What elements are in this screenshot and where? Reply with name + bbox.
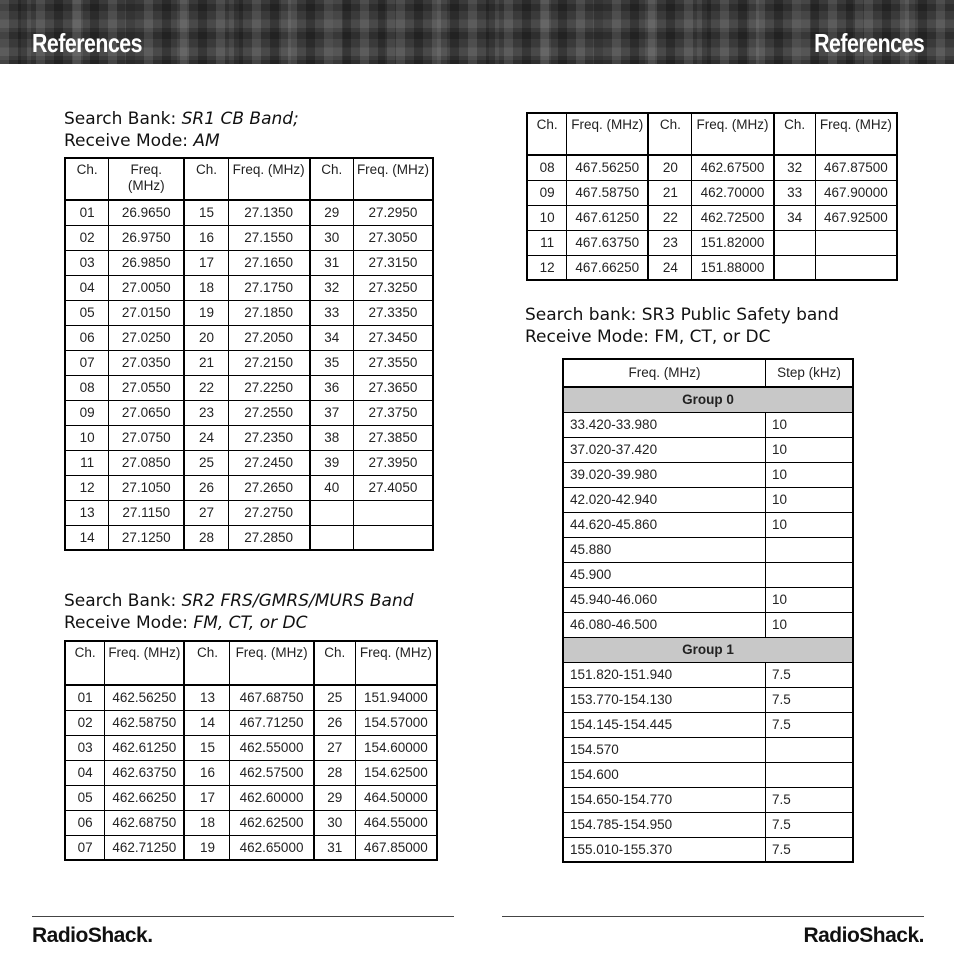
table-cell: 27.0250 (109, 325, 185, 350)
table-cell: 27.0150 (109, 300, 185, 325)
column-header: Ch. (184, 641, 230, 685)
table-cell (765, 562, 853, 587)
sr1-heading (64, 108, 299, 152)
table-cell: 27.1250 (109, 525, 185, 550)
table-cell: 27.0850 (109, 450, 185, 475)
table-cell: 32 (310, 275, 354, 300)
table-cell: 26.9650 (109, 200, 185, 225)
table-row (563, 812, 853, 837)
table-cell: 462.57500 (230, 760, 314, 785)
table-cell: 36 (310, 375, 354, 400)
table-row (65, 250, 433, 275)
table-cell: 27.0750 (109, 425, 185, 450)
radioshack-logo-left: RadioShack. (32, 924, 153, 947)
table-row (65, 325, 433, 350)
table-cell: 02 (65, 225, 109, 250)
table-cell: 08 (65, 375, 109, 400)
column-header: Freq. (MHz) (563, 359, 765, 387)
table-cell: 27.3250 (353, 275, 433, 300)
table-cell: 27.3450 (353, 325, 433, 350)
table-row (563, 587, 853, 612)
table-cell: 27.3350 (353, 300, 433, 325)
table-cell: 467.61250 (567, 205, 649, 230)
table-cell: 27.3050 (353, 225, 433, 250)
table-cell (310, 525, 354, 550)
table-cell: 05 (65, 300, 109, 325)
table-cell: 45.900 (563, 562, 765, 587)
table-row (65, 525, 433, 550)
table-row (563, 762, 853, 787)
table-cell (353, 500, 433, 525)
table-row (65, 225, 433, 250)
table-row (563, 487, 853, 512)
table-cell: 462.55000 (230, 735, 314, 760)
table-cell: 37 (310, 400, 354, 425)
table-cell: 26.9850 (109, 250, 185, 275)
sr2-mode-name: FM, CT, or DC (193, 613, 308, 633)
table-cell: 20 (648, 155, 692, 180)
table-cell: 462.72500 (692, 205, 774, 230)
footer-rule-right (502, 916, 924, 917)
column-header: Ch. (648, 113, 692, 155)
table-cell: 18 (184, 275, 228, 300)
table-cell: 467.66250 (567, 255, 649, 280)
table-cell: 27.2350 (228, 425, 310, 450)
table-cell: 24 (648, 255, 692, 280)
table-row (65, 685, 437, 710)
table-cell: 464.55000 (355, 810, 437, 835)
table-cell: 10 (765, 587, 853, 612)
table-row (65, 200, 433, 225)
table-cell: 10 (65, 425, 109, 450)
table-cell: 07 (65, 350, 109, 375)
table-cell (765, 537, 853, 562)
table-cell: 27.2550 (228, 400, 310, 425)
column-header: Freq. (MHz) (355, 641, 437, 685)
table-cell: 467.68750 (230, 685, 314, 710)
table-cell: 462.67500 (692, 155, 774, 180)
column-header: Freq. (MHz) (105, 641, 185, 685)
table-cell: 27.2450 (228, 450, 310, 475)
table-cell: 10 (765, 412, 853, 437)
footer-rule-left (32, 916, 454, 917)
table-row (65, 275, 433, 300)
table-cell: 07 (65, 835, 105, 860)
table-cell: 12 (65, 475, 109, 500)
sr1-bank-label: Search Bank: (64, 109, 182, 129)
table-cell: 467.87500 (815, 155, 897, 180)
table-cell: 31 (314, 835, 356, 860)
table-cell (774, 230, 816, 255)
table-cell: 02 (65, 710, 105, 735)
table-row (65, 300, 433, 325)
table-cell: 27.3850 (353, 425, 433, 450)
sr2-bank-label: Search Bank: (64, 591, 182, 611)
column-header: Ch. (65, 158, 109, 200)
table-cell: 27.1050 (109, 475, 185, 500)
column-header: Ch. (527, 113, 567, 155)
table-cell: 15 (184, 200, 228, 225)
table-row (563, 837, 853, 862)
table-row (65, 735, 437, 760)
table-cell: 31 (310, 250, 354, 275)
table-cell: 17 (184, 250, 228, 275)
table-cell: 154.60000 (355, 735, 437, 760)
table-row (563, 412, 853, 437)
table-row (65, 760, 437, 785)
table-cell: 154.145-154.445 (563, 712, 765, 737)
group-header-0: Group 0 (563, 387, 853, 412)
table-cell: 462.60000 (230, 785, 314, 810)
table-cell: 39.020-39.980 (563, 462, 765, 487)
table-cell: 151.94000 (355, 685, 437, 710)
table-cell: 467.90000 (815, 180, 897, 205)
sr2-table-continued (526, 112, 898, 281)
table-cell: 27.3950 (353, 450, 433, 475)
table-cell: 151.820-151.940 (563, 662, 765, 687)
table-cell: 467.85000 (355, 835, 437, 860)
column-header: Freq. (MHz) (353, 158, 433, 200)
table-cell: 27.0050 (109, 275, 185, 300)
sr3-heading (525, 304, 839, 348)
table-cell: 467.92500 (815, 205, 897, 230)
table-cell: 154.62500 (355, 760, 437, 785)
table-cell: 19 (184, 300, 228, 325)
table-cell: 23 (184, 400, 228, 425)
table-cell: 33.420-33.980 (563, 412, 765, 437)
table-cell: 462.62500 (230, 810, 314, 835)
table-cell: 35 (310, 350, 354, 375)
table-cell: 33 (310, 300, 354, 325)
table-cell: 16 (184, 760, 230, 785)
table-cell: 27.2150 (228, 350, 310, 375)
table-cell: 25 (314, 685, 356, 710)
table-cell: 23 (648, 230, 692, 255)
table-cell: 27.2950 (353, 200, 433, 225)
table-cell: 03 (65, 735, 105, 760)
table-cell: 462.56250 (105, 685, 185, 710)
table-cell: 27.1650 (228, 250, 310, 275)
table-cell: 30 (314, 810, 356, 835)
table-cell: 22 (648, 205, 692, 230)
table-row (527, 255, 897, 280)
table-cell: 27.1150 (109, 500, 185, 525)
table-cell: 42.020-42.940 (563, 487, 765, 512)
table-cell: 7.5 (765, 787, 853, 812)
table-cell: 7.5 (765, 662, 853, 687)
table-cell (774, 255, 816, 280)
table-cell: 37.020-37.420 (563, 437, 765, 462)
table-row (563, 437, 853, 462)
table-cell: 7.5 (765, 837, 853, 862)
table-row (65, 810, 437, 835)
table-cell (815, 230, 897, 255)
table-cell: 27.1750 (228, 275, 310, 300)
table-row (65, 425, 433, 450)
table-cell: 151.88000 (692, 255, 774, 280)
table-cell: 27.3150 (353, 250, 433, 275)
table-cell: 27.3650 (353, 375, 433, 400)
table-cell: 22 (184, 375, 228, 400)
table-cell: 18 (184, 810, 230, 835)
table-row (527, 205, 897, 230)
table-row (563, 712, 853, 737)
table-cell: 20 (184, 325, 228, 350)
table-cell: 26.9750 (109, 225, 185, 250)
table-cell: 40 (310, 475, 354, 500)
table-cell (765, 737, 853, 762)
table-row (527, 155, 897, 180)
table-cell: 10 (765, 462, 853, 487)
table-cell: 467.56250 (567, 155, 649, 180)
table-cell: 29 (314, 785, 356, 810)
table-cell: 16 (184, 225, 228, 250)
table-cell: 45.940-46.060 (563, 587, 765, 612)
table-cell: 14 (184, 710, 230, 735)
table-cell: 467.63750 (567, 230, 649, 255)
table-row (563, 462, 853, 487)
sr1-table (64, 157, 434, 551)
table-cell: 27.0550 (109, 375, 185, 400)
table-cell: 7.5 (765, 712, 853, 737)
sr1-mode-name: AM (193, 131, 220, 151)
header-banner (0, 0, 954, 64)
table-cell: 155.010-155.370 (563, 837, 765, 862)
column-header: Freq. (MHz) (230, 641, 314, 685)
table-cell: 154.600 (563, 762, 765, 787)
table-cell: 25 (184, 450, 228, 475)
table-cell: 21 (184, 350, 228, 375)
column-header: Freq. (MHz) (109, 158, 185, 200)
table-row (527, 230, 897, 255)
table-row (65, 710, 437, 735)
table-cell (815, 255, 897, 280)
table-cell: 7.5 (765, 687, 853, 712)
table-row (563, 787, 853, 812)
table-cell: 12 (527, 255, 567, 280)
table-cell: 27.2250 (228, 375, 310, 400)
table-row (65, 500, 433, 525)
table-cell: 462.71250 (105, 835, 185, 860)
table-row (65, 785, 437, 810)
table-cell: 10 (765, 437, 853, 462)
table-cell: 462.65000 (230, 835, 314, 860)
column-header: Freq. (MHz) (692, 113, 774, 155)
table-cell: 462.68750 (105, 810, 185, 835)
table-cell: 27 (314, 735, 356, 760)
table-row (563, 687, 853, 712)
table-cell: 27.0650 (109, 400, 185, 425)
column-header: Ch. (65, 641, 105, 685)
table-cell: 153.770-154.130 (563, 687, 765, 712)
table-row (563, 562, 853, 587)
table-row (65, 350, 433, 375)
column-header: Freq. (MHz) (228, 158, 310, 200)
table-cell: 10 (765, 612, 853, 637)
table-cell: 27.2650 (228, 475, 310, 500)
table-cell: 154.785-154.950 (563, 812, 765, 837)
table-cell: 30 (310, 225, 354, 250)
table-cell: 7.5 (765, 812, 853, 837)
table-cell: 27.2750 (228, 500, 310, 525)
table-cell: 10 (527, 205, 567, 230)
table-cell: 464.50000 (355, 785, 437, 810)
table-row (563, 662, 853, 687)
table-cell: 34 (774, 205, 816, 230)
table-row (563, 737, 853, 762)
table-cell: 462.70000 (692, 180, 774, 205)
table-row (65, 375, 433, 400)
table-cell: 151.82000 (692, 230, 774, 255)
table-cell: 462.66250 (105, 785, 185, 810)
table-cell: 27.1550 (228, 225, 310, 250)
table-cell (353, 525, 433, 550)
table-cell: 24 (184, 425, 228, 450)
table-cell: 21 (648, 180, 692, 205)
table-cell: 10 (765, 487, 853, 512)
table-cell: 28 (314, 760, 356, 785)
table-cell: 03 (65, 250, 109, 275)
table-cell: 27.1350 (228, 200, 310, 225)
table-cell: 27.2850 (228, 525, 310, 550)
table-cell: 05 (65, 785, 105, 810)
table-cell: 26 (314, 710, 356, 735)
table-cell: 15 (184, 735, 230, 760)
table-cell: 13 (65, 500, 109, 525)
table-cell: 462.63750 (105, 760, 185, 785)
column-header: Ch. (184, 158, 228, 200)
table-cell: 06 (65, 325, 109, 350)
table-cell (765, 762, 853, 787)
table-cell: 01 (65, 200, 109, 225)
sr3-mode-line: Receive Mode: FM, CT, or DC (525, 327, 771, 347)
table-row (527, 180, 897, 205)
table-row (65, 450, 433, 475)
page-title-right: References (813, 28, 924, 58)
table-cell: 39 (310, 450, 354, 475)
table-cell (310, 500, 354, 525)
radioshack-logo-right: RadioShack. (803, 924, 924, 947)
table-row (563, 512, 853, 537)
sr2-bank-name: SR2 FRS/GMRS/MURS Band (181, 591, 414, 611)
sr2-mode-label: Receive Mode: (64, 613, 194, 633)
table-cell: 11 (65, 450, 109, 475)
table-cell: 27.1850 (228, 300, 310, 325)
table-cell: 27.3750 (353, 400, 433, 425)
table-row (65, 835, 437, 860)
table-cell: 46.080-46.500 (563, 612, 765, 637)
table-cell: 467.58750 (567, 180, 649, 205)
table-cell: 154.650-154.770 (563, 787, 765, 812)
group-header-1: Group 1 (563, 637, 853, 662)
table-row (65, 400, 433, 425)
column-header: Ch. (314, 641, 356, 685)
table-cell: 11 (527, 230, 567, 255)
table-cell: 34 (310, 325, 354, 350)
table-cell: 154.570 (563, 737, 765, 762)
table-cell: 33 (774, 180, 816, 205)
table-cell: 44.620-45.860 (563, 512, 765, 537)
table-cell: 32 (774, 155, 816, 180)
table-cell: 08 (527, 155, 567, 180)
table-cell: 462.61250 (105, 735, 185, 760)
table-row (65, 475, 433, 500)
table-cell: 19 (184, 835, 230, 860)
table-cell: 467.71250 (230, 710, 314, 735)
table-cell: 27 (184, 500, 228, 525)
table-cell: 06 (65, 810, 105, 835)
column-header: Step (kHz) (765, 359, 853, 387)
table-row (563, 612, 853, 637)
page-title-left: References (32, 28, 143, 58)
sr1-mode-label: Receive Mode: (64, 131, 194, 151)
table-cell: 09 (527, 180, 567, 205)
column-header: Freq. (MHz) (815, 113, 897, 155)
table-cell: 10 (765, 512, 853, 537)
table-cell: 17 (184, 785, 230, 810)
table-cell: 29 (310, 200, 354, 225)
sr3-table (562, 358, 854, 863)
column-header: Ch. (774, 113, 816, 155)
table-cell: 01 (65, 685, 105, 710)
table-cell: 27.3550 (353, 350, 433, 375)
table-cell: 13 (184, 685, 230, 710)
table-cell: 04 (65, 760, 105, 785)
table-cell: 462.58750 (105, 710, 185, 735)
column-header: Freq. (MHz) (567, 113, 649, 155)
table-cell: 38 (310, 425, 354, 450)
table-cell: 14 (65, 525, 109, 550)
table-cell: 27.0350 (109, 350, 185, 375)
sr1-bank-name: SR1 CB Band; (181, 109, 299, 129)
table-cell: 26 (184, 475, 228, 500)
table-cell: 27.4050 (353, 475, 433, 500)
table-row (563, 537, 853, 562)
table-cell: 45.880 (563, 537, 765, 562)
table-cell: 28 (184, 525, 228, 550)
table-cell: 04 (65, 275, 109, 300)
table-cell: 154.57000 (355, 710, 437, 735)
sr3-bank-line: Search bank: SR3 Public Safety band (525, 305, 839, 325)
table-cell: 09 (65, 400, 109, 425)
sr2-heading (64, 590, 414, 634)
sr2-table (64, 640, 438, 861)
table-cell: 27.2050 (228, 325, 310, 350)
column-header: Ch. (310, 158, 354, 200)
